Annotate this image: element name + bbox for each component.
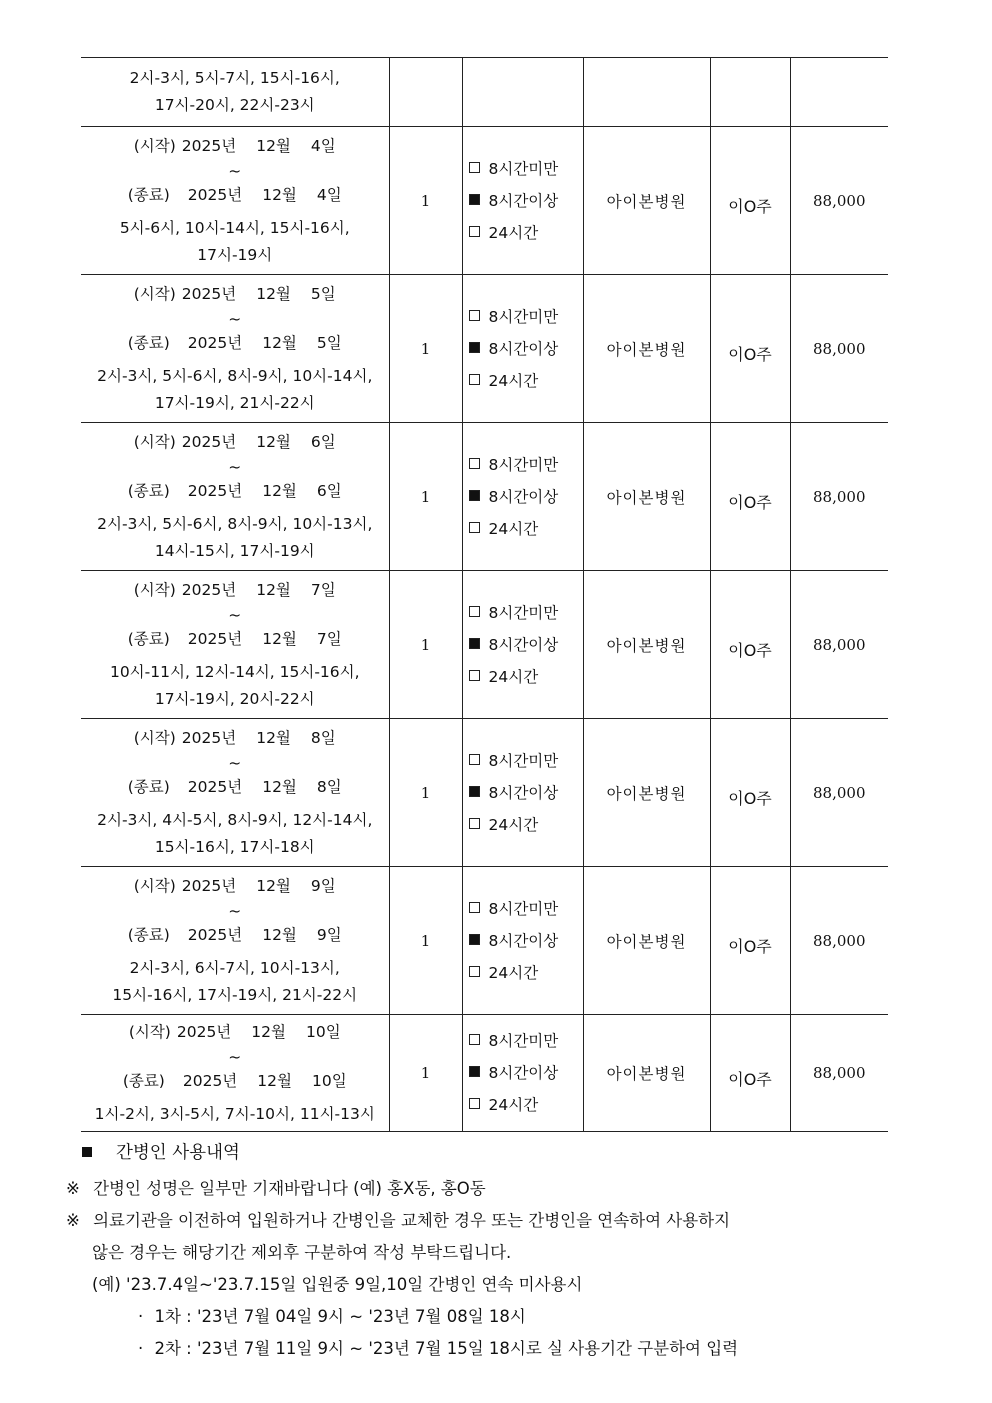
end-label: (종료): [127, 481, 170, 500]
duration-option[interactable]: [469, 1057, 583, 1089]
duration-option[interactable]: [469, 661, 583, 693]
duration-option[interactable]: [469, 185, 583, 217]
start-year: 2025년: [181, 876, 237, 895]
start-label: (시작): [133, 876, 176, 895]
end-day: 6일: [316, 481, 342, 500]
note-text: 의료기관을 이전하여 입원하거나 간병인을 교체한 경우 또는 간병인을 연속하여 사용하지: [93, 1211, 731, 1230]
duration-option-label: 24시간: [488, 963, 539, 982]
unchecked-box-icon[interactable]: [469, 902, 480, 913]
duration-options-cell: [462, 275, 583, 423]
end-month: 12월: [262, 481, 297, 500]
period-cell: [81, 58, 389, 127]
end-label: (종료): [127, 629, 170, 648]
duration-option-label: 8시간이상: [488, 931, 559, 950]
checked-box-icon[interactable]: [469, 786, 480, 797]
table-row: [81, 1015, 888, 1132]
tilde-separator: ~: [228, 457, 242, 476]
end-date: [81, 182, 389, 209]
table-row: [81, 127, 888, 275]
table-body: [81, 58, 888, 1132]
end-day: 10일: [311, 1071, 347, 1090]
end-date: [81, 478, 389, 505]
duration-option-label: 8시간미만: [488, 455, 559, 474]
example-line: [138, 1335, 738, 1359]
duration-option[interactable]: [469, 893, 583, 925]
end-month: 12월: [262, 777, 297, 796]
end-year: 2025년: [187, 481, 243, 500]
end-day: 8일: [316, 777, 342, 796]
duration-option[interactable]: [469, 217, 583, 249]
caregiver-name-cell: 이O주: [710, 867, 790, 1015]
checked-box-icon[interactable]: [469, 490, 480, 501]
hospital-cell: 아이본병원: [583, 867, 710, 1015]
hours-line: 14시-15시, 17시-19시: [154, 541, 315, 560]
amount-cell: 88,000: [790, 867, 888, 1015]
start-year: 2025년: [181, 284, 237, 303]
end-year: 2025년: [187, 925, 243, 944]
table-row: [81, 275, 888, 423]
hospital-cell: 아이본병원: [583, 719, 710, 867]
duration-options-cell: [462, 719, 583, 867]
duration-option-label: 8시간이상: [488, 635, 559, 654]
unchecked-box-icon[interactable]: [469, 522, 480, 533]
end-month: 12월: [262, 629, 297, 648]
duration-option[interactable]: [469, 1089, 583, 1121]
count-cell: 1: [389, 275, 462, 423]
duration-option[interactable]: [469, 957, 583, 989]
duration-options-cell: [462, 1015, 583, 1132]
end-day: 9일: [316, 925, 342, 944]
caregiver-usage-table: [81, 57, 888, 1132]
duration-option-label: 24시간: [488, 667, 539, 686]
example-text: (예) '23.7.4일~'23.7.15일 입원중 9일,10일 간병인 연속 미사용시: [92, 1275, 583, 1294]
duration-options-cell: [462, 423, 583, 571]
note-line: [66, 1175, 486, 1199]
unchecked-box-icon[interactable]: [469, 818, 480, 829]
duration-options-cell: [462, 127, 583, 275]
end-month: 12월: [262, 925, 297, 944]
start-label: (시작): [128, 1022, 171, 1041]
end-year: 2025년: [187, 629, 243, 648]
checked-box-icon[interactable]: [469, 1066, 480, 1077]
duration-option-label: 8시간이상: [488, 339, 559, 358]
end-day: 4일: [316, 185, 342, 204]
hours-line: 5시-6시, 10시-14시, 15시-16시,: [119, 218, 350, 237]
checked-box-icon[interactable]: [469, 934, 480, 945]
end-day: 5일: [316, 333, 342, 352]
amount-cell: 88,000: [790, 1015, 888, 1132]
start-day: 6일: [310, 432, 336, 451]
duration-option[interactable]: [469, 365, 583, 397]
duration-option-label: 8시간미만: [488, 603, 559, 622]
end-month: 12월: [262, 333, 297, 352]
period-cell: [81, 423, 389, 571]
duration-option[interactable]: [469, 449, 583, 481]
tilde-separator: ~: [228, 605, 242, 624]
unchecked-box-icon[interactable]: [469, 606, 480, 617]
duration-option-label: 8시간미만: [488, 899, 559, 918]
count-cell: 1: [389, 719, 462, 867]
duration-option-label: 8시간미만: [488, 1032, 559, 1050]
tilde-separator: ~: [228, 161, 242, 180]
tilde-separator: ~: [228, 309, 242, 328]
hours-line: 17시-20시, 22시-23시: [154, 96, 315, 114]
count-cell: 1: [389, 127, 462, 275]
duration-option[interactable]: [469, 629, 583, 661]
start-year: 2025년: [181, 580, 237, 599]
period-cell: [81, 867, 389, 1015]
start-date: [81, 429, 389, 456]
count-cell: 1: [389, 1015, 462, 1132]
duration-option[interactable]: [469, 777, 583, 809]
hours-line: 1시-2시, 3시-5시, 7시-10시, 11시-13시: [94, 1104, 375, 1123]
end-year: 2025년: [187, 185, 243, 204]
table-row: [81, 719, 888, 867]
end-label: (종료): [127, 777, 170, 796]
example-text: 1차 : '23년 7월 04일 9시 ~ '23년 7월 08일 18시: [154, 1307, 526, 1326]
example-text: 2차 : '23년 7월 11일 9시 ~ '23년 7월 15일 18시로 실 사용기간 구분하여 입력: [154, 1339, 739, 1358]
square-bullet-icon: [82, 1147, 92, 1157]
hospital-cell: [583, 58, 710, 127]
start-month: 12월: [256, 580, 291, 599]
start-day: 4일: [310, 136, 336, 155]
hospital-cell: 아이본병원: [583, 275, 710, 423]
end-date: [81, 330, 389, 357]
amount-cell: [790, 58, 888, 127]
amount-cell: 88,000: [790, 127, 888, 275]
start-month: 12월: [256, 432, 291, 451]
unchecked-box-icon[interactable]: [469, 1098, 480, 1109]
section-heading-text: 간병인 사용내역: [116, 1143, 240, 1163]
start-year: 2025년: [176, 1022, 232, 1041]
start-month: 12월: [256, 728, 291, 747]
start-date: [81, 873, 389, 900]
hours-line: 17시-19시, 20시-22시: [154, 689, 315, 708]
end-date: [81, 1068, 389, 1095]
unchecked-box-icon[interactable]: [469, 966, 480, 977]
duration-option-label: 8시간이상: [488, 191, 559, 210]
duration-options-cell: [462, 58, 583, 127]
period-cell: [81, 571, 389, 719]
caregiver-name-cell: 이O주: [710, 275, 790, 423]
unchecked-box-icon[interactable]: [469, 374, 480, 385]
checked-box-icon[interactable]: [469, 638, 480, 649]
end-month: 12월: [257, 1071, 292, 1090]
hours-line: 2시-3시, 6시-7시, 10시-13시,: [129, 958, 340, 977]
start-month: 12월: [256, 136, 291, 155]
start-day: 8일: [310, 728, 336, 747]
reference-mark: ※: [66, 1211, 80, 1230]
end-date: [81, 774, 389, 801]
amount-cell: 88,000: [790, 719, 888, 867]
amount-cell: 88,000: [790, 275, 888, 423]
table-row: [81, 423, 888, 571]
example-line: [92, 1271, 582, 1295]
start-year: 2025년: [181, 136, 237, 155]
end-label: (종료): [127, 333, 170, 352]
duration-option[interactable]: [469, 513, 583, 545]
note-line: [66, 1207, 730, 1231]
duration-option[interactable]: [469, 153, 583, 185]
end-label: (종료): [122, 1071, 165, 1090]
duration-option-label: 8시간미만: [488, 307, 559, 326]
duration-option-label: 24시간: [488, 371, 539, 390]
duration-option-label: 8시간이상: [488, 783, 559, 802]
end-year: 2025년: [187, 333, 243, 352]
unchecked-box-icon[interactable]: [469, 310, 480, 321]
duration-option-label: 24시간: [488, 223, 539, 242]
example-line: [138, 1303, 526, 1327]
table-row: [81, 58, 888, 127]
count-cell: 1: [389, 423, 462, 571]
duration-option-label: 8시간이상: [488, 487, 559, 506]
amount-cell: 88,000: [790, 423, 888, 571]
duration-option[interactable]: [469, 481, 583, 513]
end-day: 7일: [316, 629, 342, 648]
note-text: 않은 경우는 해당기간 제외후 구분하여 작성 부탁드립니다.: [92, 1243, 512, 1262]
duration-option[interactable]: [469, 597, 583, 629]
end-date: [81, 626, 389, 653]
middle-dot-bullet: ·: [138, 1307, 144, 1326]
caregiver-name-cell: [710, 58, 790, 127]
duration-option[interactable]: [469, 301, 583, 333]
hours-line: 10시-11시, 12시-14시, 15시-16시,: [109, 662, 360, 681]
start-label: (시작): [133, 284, 176, 303]
count-cell: 1: [389, 571, 462, 719]
table-row: [81, 867, 888, 1015]
start-label: (시작): [133, 432, 176, 451]
caregiver-name-cell: 이O주: [710, 423, 790, 571]
table-row: [81, 571, 888, 719]
hours-line: 17시-19시, 21시-22시: [154, 393, 315, 412]
end-date: [81, 922, 389, 949]
start-year: 2025년: [181, 728, 237, 747]
period-cell: [81, 275, 389, 423]
hours-line: 2시-3시, 5시-7시, 15시-16시,: [129, 69, 340, 87]
start-date: [81, 281, 389, 308]
start-day: 10일: [305, 1022, 341, 1041]
tilde-separator: ~: [228, 1047, 242, 1066]
duration-option[interactable]: [469, 809, 583, 841]
unchecked-box-icon[interactable]: [469, 458, 480, 469]
hours-line: 15시-16시, 17시-19시, 21시-22시: [112, 985, 358, 1004]
hospital-cell: 아이본병원: [583, 571, 710, 719]
end-label: (종료): [127, 925, 170, 944]
unchecked-box-icon[interactable]: [469, 226, 480, 237]
unchecked-box-icon[interactable]: [469, 754, 480, 765]
period-cell: [81, 1015, 389, 1132]
tilde-separator: ~: [228, 901, 242, 920]
end-label: (종료): [127, 185, 170, 204]
middle-dot-bullet: ·: [138, 1339, 144, 1358]
start-date: [81, 725, 389, 752]
duration-option[interactable]: [469, 745, 583, 777]
start-label: (시작): [133, 580, 176, 599]
checked-box-icon[interactable]: [469, 342, 480, 353]
start-day: 7일: [310, 580, 336, 599]
hospital-cell: 아이본병원: [583, 1015, 710, 1132]
hospital-cell: 아이본병원: [583, 127, 710, 275]
start-date: [81, 133, 389, 160]
period-cell: [81, 719, 389, 867]
period-cell: [81, 127, 389, 275]
end-month: 12월: [262, 185, 297, 204]
start-month: 12월: [256, 284, 291, 303]
duration-option[interactable]: [469, 333, 583, 365]
start-month: 12월: [256, 876, 291, 895]
hours-line: 2시-3시, 5시-6시, 8시-9시, 10시-14시,: [97, 366, 373, 385]
checked-box-icon[interactable]: [469, 194, 480, 205]
hospital-cell: 아이본병원: [583, 423, 710, 571]
hours-line: 2시-3시, 5시-6시, 8시-9시, 10시-13시,: [97, 514, 373, 533]
start-label: (시작): [133, 728, 176, 747]
tilde-separator: ~: [228, 753, 242, 772]
unchecked-box-icon[interactable]: [469, 1034, 480, 1045]
duration-option-label: 24시간: [488, 519, 539, 538]
duration-option-label: 24시간: [488, 815, 539, 834]
end-year: 2025년: [187, 777, 243, 796]
duration-option[interactable]: [469, 925, 583, 957]
caregiver-name-cell: 이O주: [710, 1015, 790, 1132]
caregiver-name-cell: 이O주: [710, 719, 790, 867]
start-day: 5일: [310, 284, 336, 303]
start-month: 12월: [251, 1022, 286, 1041]
unchecked-box-icon[interactable]: [469, 162, 480, 173]
reference-mark: ※: [66, 1179, 80, 1198]
hours-line: 15시-16시, 17시-18시: [154, 837, 315, 856]
note-line: [92, 1239, 511, 1263]
duration-option-label: 24시간: [488, 1096, 539, 1114]
end-year: 2025년: [182, 1071, 238, 1090]
start-date: [81, 1019, 389, 1046]
hours-line: 17시-19시: [197, 245, 273, 264]
count-cell: [389, 58, 462, 127]
note-text: 간병인 성명은 일부만 기재바랍니다 (예) 홍X동, 홍O동: [93, 1179, 486, 1198]
caregiver-name-cell: 이O주: [710, 571, 790, 719]
hours-line: 2시-3시, 4시-5시, 8시-9시, 12시-14시,: [97, 810, 373, 829]
duration-option-label: 8시간미만: [488, 751, 559, 770]
amount-cell: 88,000: [790, 571, 888, 719]
duration-option[interactable]: [469, 1025, 583, 1057]
unchecked-box-icon[interactable]: [469, 670, 480, 681]
duration-option-label: 8시간미만: [488, 159, 559, 178]
caregiver-name-cell: 이O주: [710, 127, 790, 275]
count-cell: 1: [389, 867, 462, 1015]
section-heading: [82, 1139, 240, 1164]
start-label: (시작): [133, 136, 176, 155]
duration-options-cell: [462, 571, 583, 719]
duration-option-label: 8시간이상: [488, 1064, 559, 1082]
start-day: 9일: [310, 876, 336, 895]
duration-options-cell: [462, 867, 583, 1015]
start-year: 2025년: [181, 432, 237, 451]
start-date: [81, 577, 389, 604]
